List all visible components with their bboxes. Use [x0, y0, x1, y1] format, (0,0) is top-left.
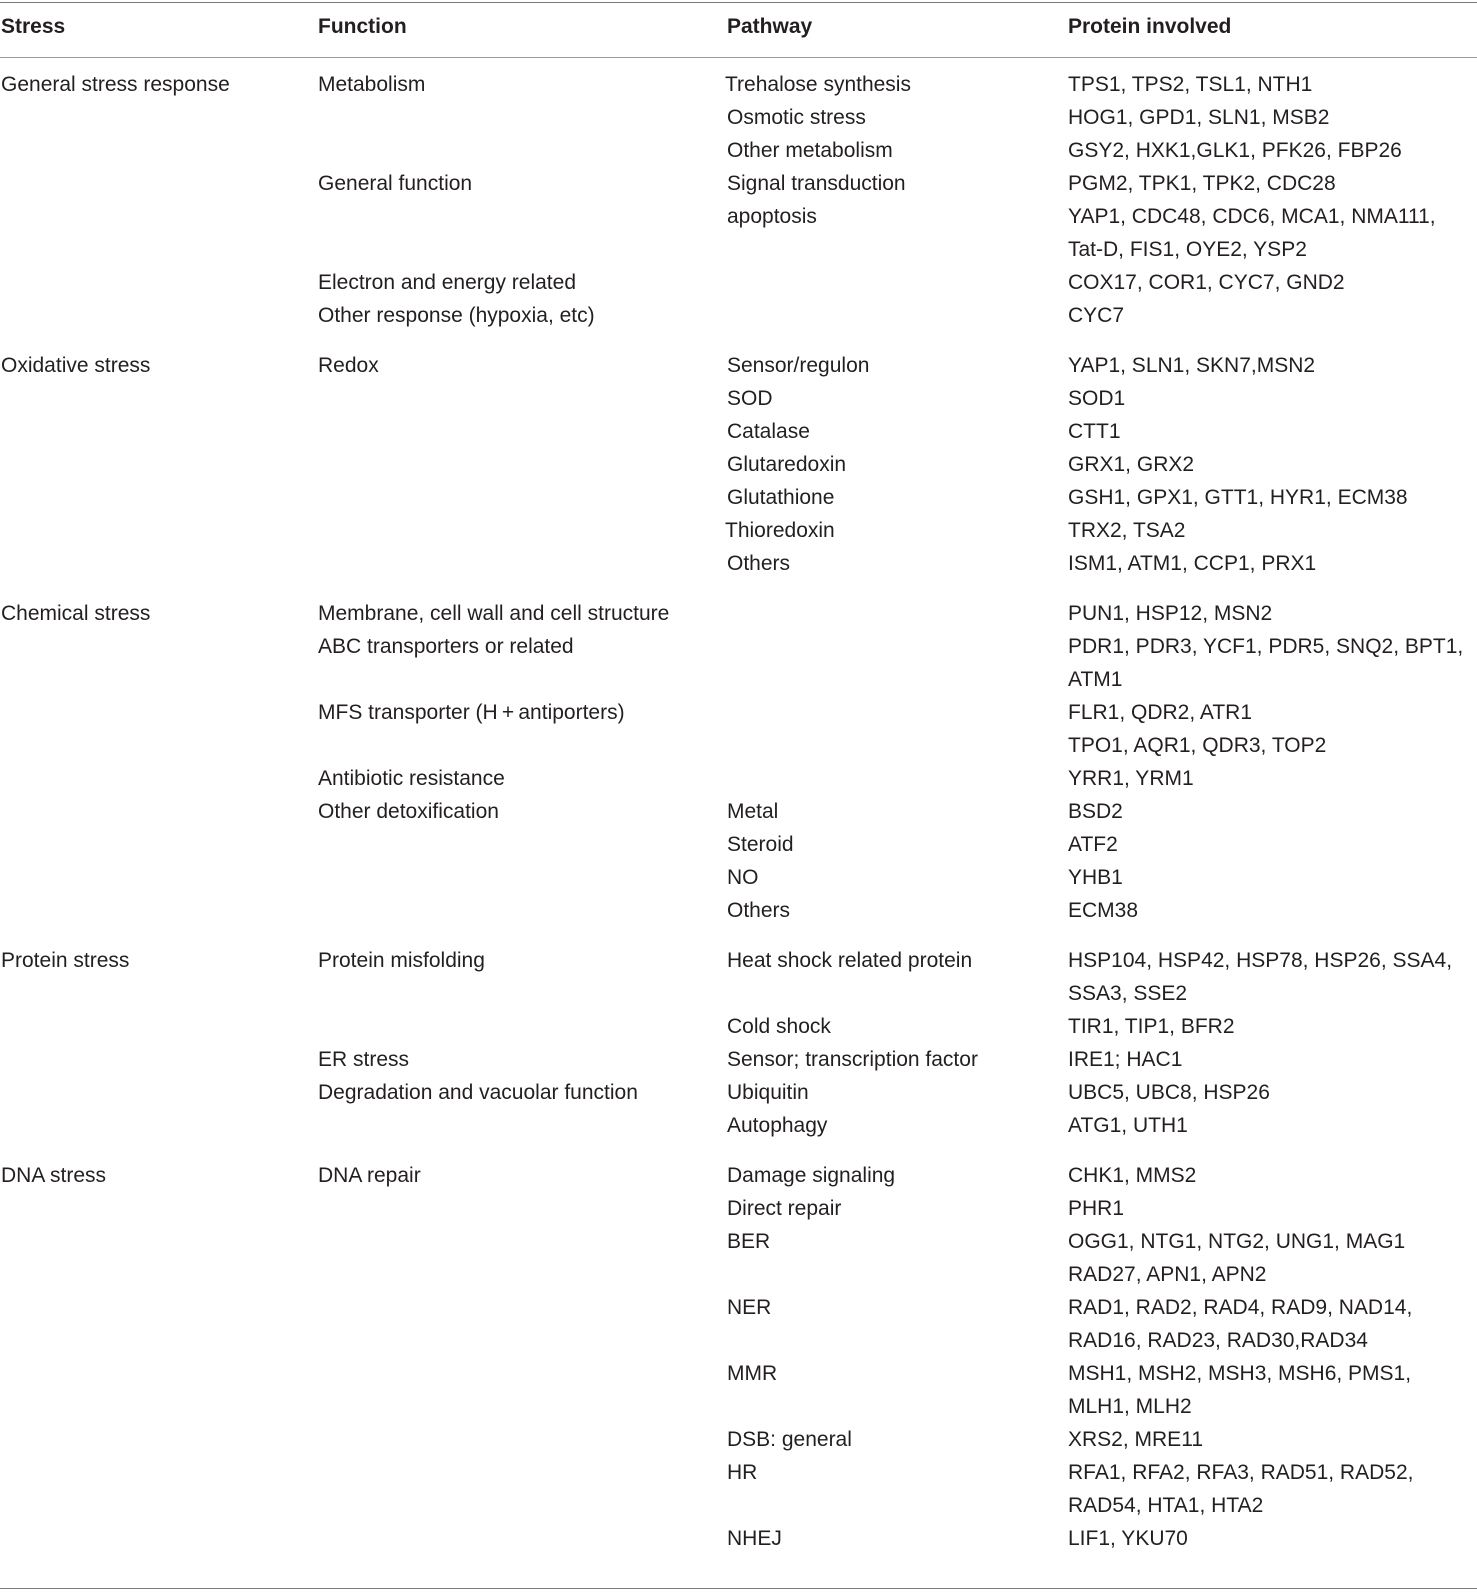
function-label: MFS transporter (H + antiporters): [318, 701, 625, 724]
stress-label: Chemical stress: [1, 602, 151, 625]
pathway-label: SOD: [727, 387, 773, 410]
protein-list: RAD16, RAD23, RAD30,RAD34: [1068, 1329, 1368, 1352]
pathway-label: Others: [727, 899, 791, 922]
protein-list: SOD1: [1068, 387, 1126, 410]
protein-list: PUN1, HSP12, MSN2: [1068, 602, 1273, 625]
protein-list: RAD27, APN1, APN2: [1068, 1263, 1267, 1286]
protein-list: CYC7: [1068, 304, 1125, 327]
column-header-function: Function: [318, 15, 407, 38]
protein-list: YHB1: [1068, 866, 1123, 889]
protein-list: MSH1, MSH2, MSH3, MSH6, PMS1,: [1068, 1362, 1412, 1385]
column-header-protein: Protein involved: [1068, 15, 1232, 38]
pathway-label: Autophagy: [727, 1114, 828, 1137]
protein-list: YAP1, CDC48, CDC6, MCA1, NMA111,: [1068, 205, 1436, 228]
protein-list: ISM1, ATM1, CCP1, PRX1: [1068, 552, 1317, 575]
protein-list: MLH1, MLH2: [1068, 1395, 1192, 1418]
pathway-label: Sensor; transcription factor: [727, 1048, 978, 1071]
protein-list: RFA1, RFA2, RFA3, RAD51, RAD52,: [1068, 1461, 1414, 1484]
stress-label: Oxidative stress: [1, 354, 151, 377]
pathway-label: Steroid: [727, 833, 794, 856]
stress-label: Protein stress: [1, 949, 130, 972]
stress-label: General stress response: [1, 73, 230, 96]
pathway-label: Metal: [727, 800, 779, 823]
pathway-label: Thioredoxin: [725, 519, 835, 542]
pathway-label: Cold shock: [727, 1015, 831, 1038]
pathway-label: HR: [727, 1461, 758, 1484]
function-label: General function: [318, 172, 473, 195]
protein-list: LIF1, YKU70: [1068, 1527, 1188, 1550]
protein-list: GRX1, GRX2: [1068, 453, 1195, 476]
pathway-label: Ubiquitin: [727, 1081, 809, 1104]
pathway-label: Heat shock related protein: [727, 949, 973, 972]
function-label: Other response (hypoxia, etc): [318, 304, 595, 327]
protein-list: TPO1, AQR1, QDR3, TOP2: [1068, 734, 1327, 757]
protein-list: OGG1, NTG1, NTG2, UNG1, MAG1: [1068, 1230, 1406, 1253]
pathway-label: NO: [727, 866, 759, 889]
pathway-label: MMR: [727, 1362, 778, 1385]
protein-list: RAD54, HTA1, HTA2: [1068, 1494, 1264, 1517]
function-label: Protein misfolding: [318, 949, 485, 972]
pathway-label: Direct repair: [727, 1197, 842, 1220]
protein-list: PGM2, TPK1, TPK2, CDC28: [1068, 172, 1336, 195]
protein-list: IRE1; HAC1: [1068, 1048, 1183, 1071]
protein-list: FLR1, QDR2, ATR1: [1068, 701, 1252, 724]
table-top-rule: [0, 2, 1477, 3]
protein-list: GSH1, GPX1, GTT1, HYR1, ECM38: [1068, 486, 1408, 509]
protein-list: RAD1, RAD2, RAD4, RAD9, NAD14,: [1068, 1296, 1413, 1319]
protein-list: ATG1, UTH1: [1068, 1114, 1188, 1137]
pathway-label: apoptosis: [727, 205, 817, 228]
protein-list: TRX2, TSA2: [1068, 519, 1186, 542]
pathway-label: Others: [727, 552, 791, 575]
protein-list: UBC5, UBC8, HSP26: [1068, 1081, 1270, 1104]
protein-list: PHR1: [1068, 1197, 1125, 1220]
function-label: Redox: [318, 354, 379, 377]
protein-list: CTT1: [1068, 420, 1121, 443]
column-header-pathway: Pathway: [727, 15, 813, 38]
function-label: Antibiotic resistance: [318, 767, 505, 790]
protein-list: YAP1, SLN1, SKN7,MSN2: [1068, 354, 1316, 377]
pathway-label: Damage signaling: [727, 1164, 896, 1187]
protein-list: COX17, COR1, CYC7, GND2: [1068, 271, 1345, 294]
protein-list: XRS2, MRE11: [1068, 1428, 1203, 1451]
function-label: Electron and energy related: [318, 271, 576, 294]
function-label: Membrane, cell wall and cell structure: [318, 602, 670, 625]
protein-list: YRR1, YRM1: [1068, 767, 1194, 790]
pathway-label: Signal transduction: [727, 172, 906, 195]
stress-label: DNA stress: [1, 1164, 107, 1187]
protein-list: BSD2: [1068, 800, 1123, 823]
pathway-label: Glutaredoxin: [727, 453, 847, 476]
protein-list: CHK1, MMS2: [1068, 1164, 1197, 1187]
protein-list: HSP104, HSP42, HSP78, HSP26, SSA4,: [1068, 949, 1453, 972]
pathway-label: Glutathione: [727, 486, 835, 509]
function-label: Other detoxification: [318, 800, 499, 823]
protein-list: PDR1, PDR3, YCF1, PDR5, SNQ2, BPT1,: [1068, 635, 1464, 658]
pathway-label: DSB: general: [727, 1428, 852, 1451]
protein-list: SSA3, SSE2: [1068, 982, 1188, 1005]
header-divider: [0, 57, 1477, 58]
pathway-label: BER: [727, 1230, 771, 1253]
column-header-stress: Stress: [1, 15, 66, 38]
function-label: Degradation and vacuolar function: [318, 1081, 638, 1104]
pathway-label: Trehalose synthesis: [725, 73, 911, 96]
protein-list: ECM38: [1068, 899, 1139, 922]
protein-list: Tat-D, FIS1, OYE2, YSP2: [1068, 238, 1307, 261]
function-label: ER stress: [318, 1048, 410, 1071]
protein-list: ATF2: [1068, 833, 1118, 856]
protein-list: HOG1, GPD1, SLN1, MSB2: [1068, 106, 1330, 129]
protein-list: GSY2, HXK1,GLK1, PFK26, FBP26: [1068, 139, 1402, 162]
pathway-label: NER: [727, 1296, 772, 1319]
pathway-label: Catalase: [727, 420, 810, 443]
pathway-label: Sensor/regulon: [727, 354, 870, 377]
pathway-label: Other metabolism: [727, 139, 893, 162]
protein-list: ATM1: [1068, 668, 1123, 691]
pathway-label: NHEJ: [727, 1527, 782, 1550]
function-label: ABC transporters or related: [318, 635, 574, 658]
protein-list: TPS1, TPS2, TSL1, NTH1: [1068, 73, 1313, 96]
function-label: Metabolism: [318, 73, 426, 96]
table-bottom-rule: [0, 1588, 1477, 1589]
protein-list: TIR1, TIP1, BFR2: [1068, 1015, 1235, 1038]
pathway-label: Osmotic stress: [727, 106, 866, 129]
function-label: DNA repair: [318, 1164, 421, 1187]
